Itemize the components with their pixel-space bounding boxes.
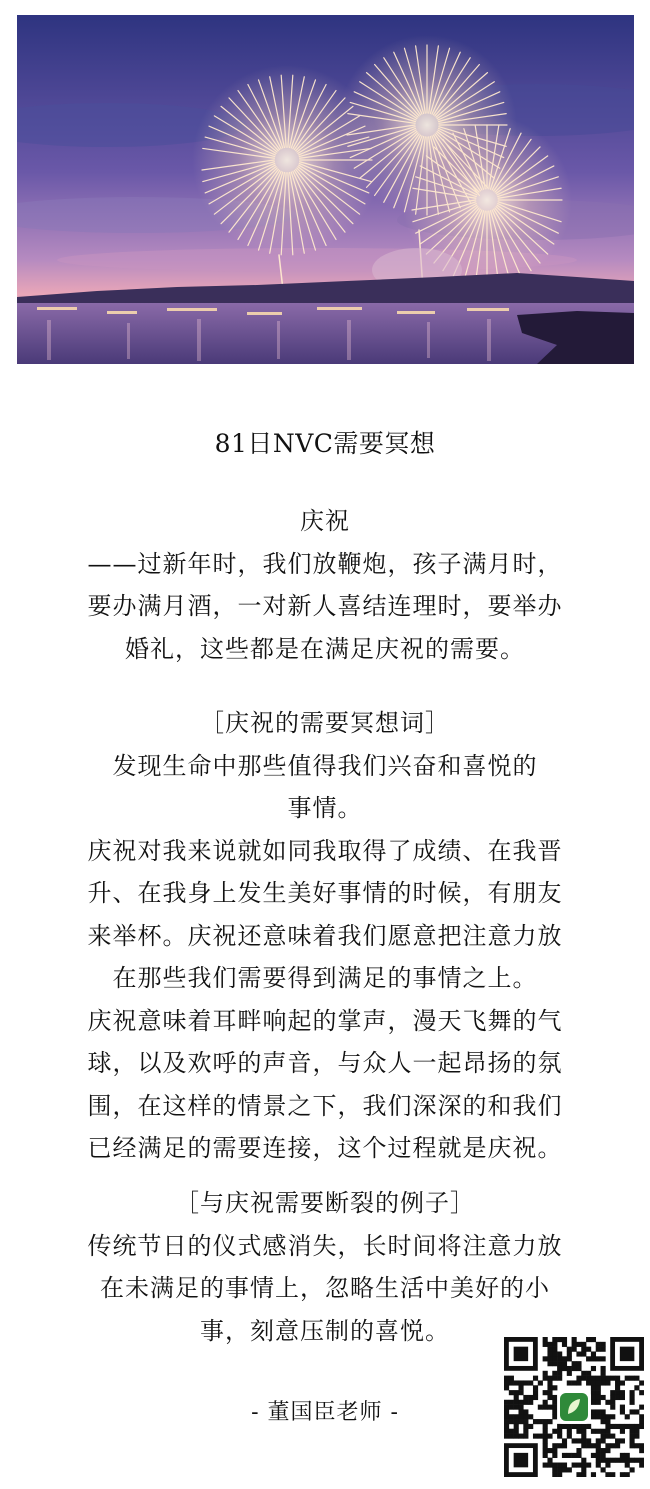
paragraph-line: 庆祝意味着耳畔响起的掌声，漫天飞舞的气 [87, 1006, 563, 1035]
paragraph-line: 要办满月酒，一对新人喜结连理时，要举办 [87, 592, 563, 620]
page-title: 81日NVC需要冥想 [214, 429, 436, 458]
paragraph-line: 来举杯。庆祝还意味着我们愿意把注意力放 [87, 921, 563, 950]
section-heading: 庆祝 [300, 507, 350, 535]
paragraph-line: 婚礼，这些都是在满足庆祝的需要。 [125, 634, 525, 663]
paragraph-line: 在那些我们需要得到满足的事情之上。 [112, 964, 538, 992]
qr-code-graphic [504, 1337, 644, 1477]
author-signature: - 董国臣老师 - [251, 1400, 399, 1425]
paragraph-line: 已经满足的需要连接，这个过程就是庆祝。 [87, 1134, 563, 1162]
paragraph-line: 围，在这样的情景之下，我们深深的和我们 [87, 1091, 563, 1120]
section-heading: ［庆祝的需要冥想词］ [200, 709, 450, 737]
paragraph-line: 升、在我身上发生美好事情的时候，有朋友 [87, 879, 563, 907]
paragraph-line: 事，刻意压制的喜悦。 [200, 1316, 450, 1345]
paragraph-line: ——过新年时，我们放鞭炮，孩子满月时， [87, 549, 563, 578]
paragraph-line: 发现生命中那些值得我们兴奋和喜悦的 [112, 751, 538, 780]
paragraph-line: 事情。 [287, 794, 363, 822]
section-disconnection-examples [60, 1182, 590, 1352]
fireworks-over-harbor-image [17, 15, 634, 364]
paragraph-line: 在未满足的事情上，忽略生活中美好的小 [100, 1274, 550, 1302]
paragraph-line: 传统节日的仪式感消失，长时间将注意力放 [87, 1231, 563, 1260]
section-celebration-intro [60, 500, 590, 670]
paragraph-line: 庆祝对我来说就如同我取得了成绩、在我晋 [87, 836, 563, 865]
hero-fireworks-image [17, 15, 634, 364]
qr-code-icon[interactable] [504, 1337, 644, 1477]
section-meditation-words [60, 702, 590, 1170]
section-heading: ［与庆祝需要断裂的例子］ [175, 1189, 475, 1217]
paragraph-line: 球，以及欢呼的声音，与众人一起昂扬的氛 [87, 1049, 563, 1077]
